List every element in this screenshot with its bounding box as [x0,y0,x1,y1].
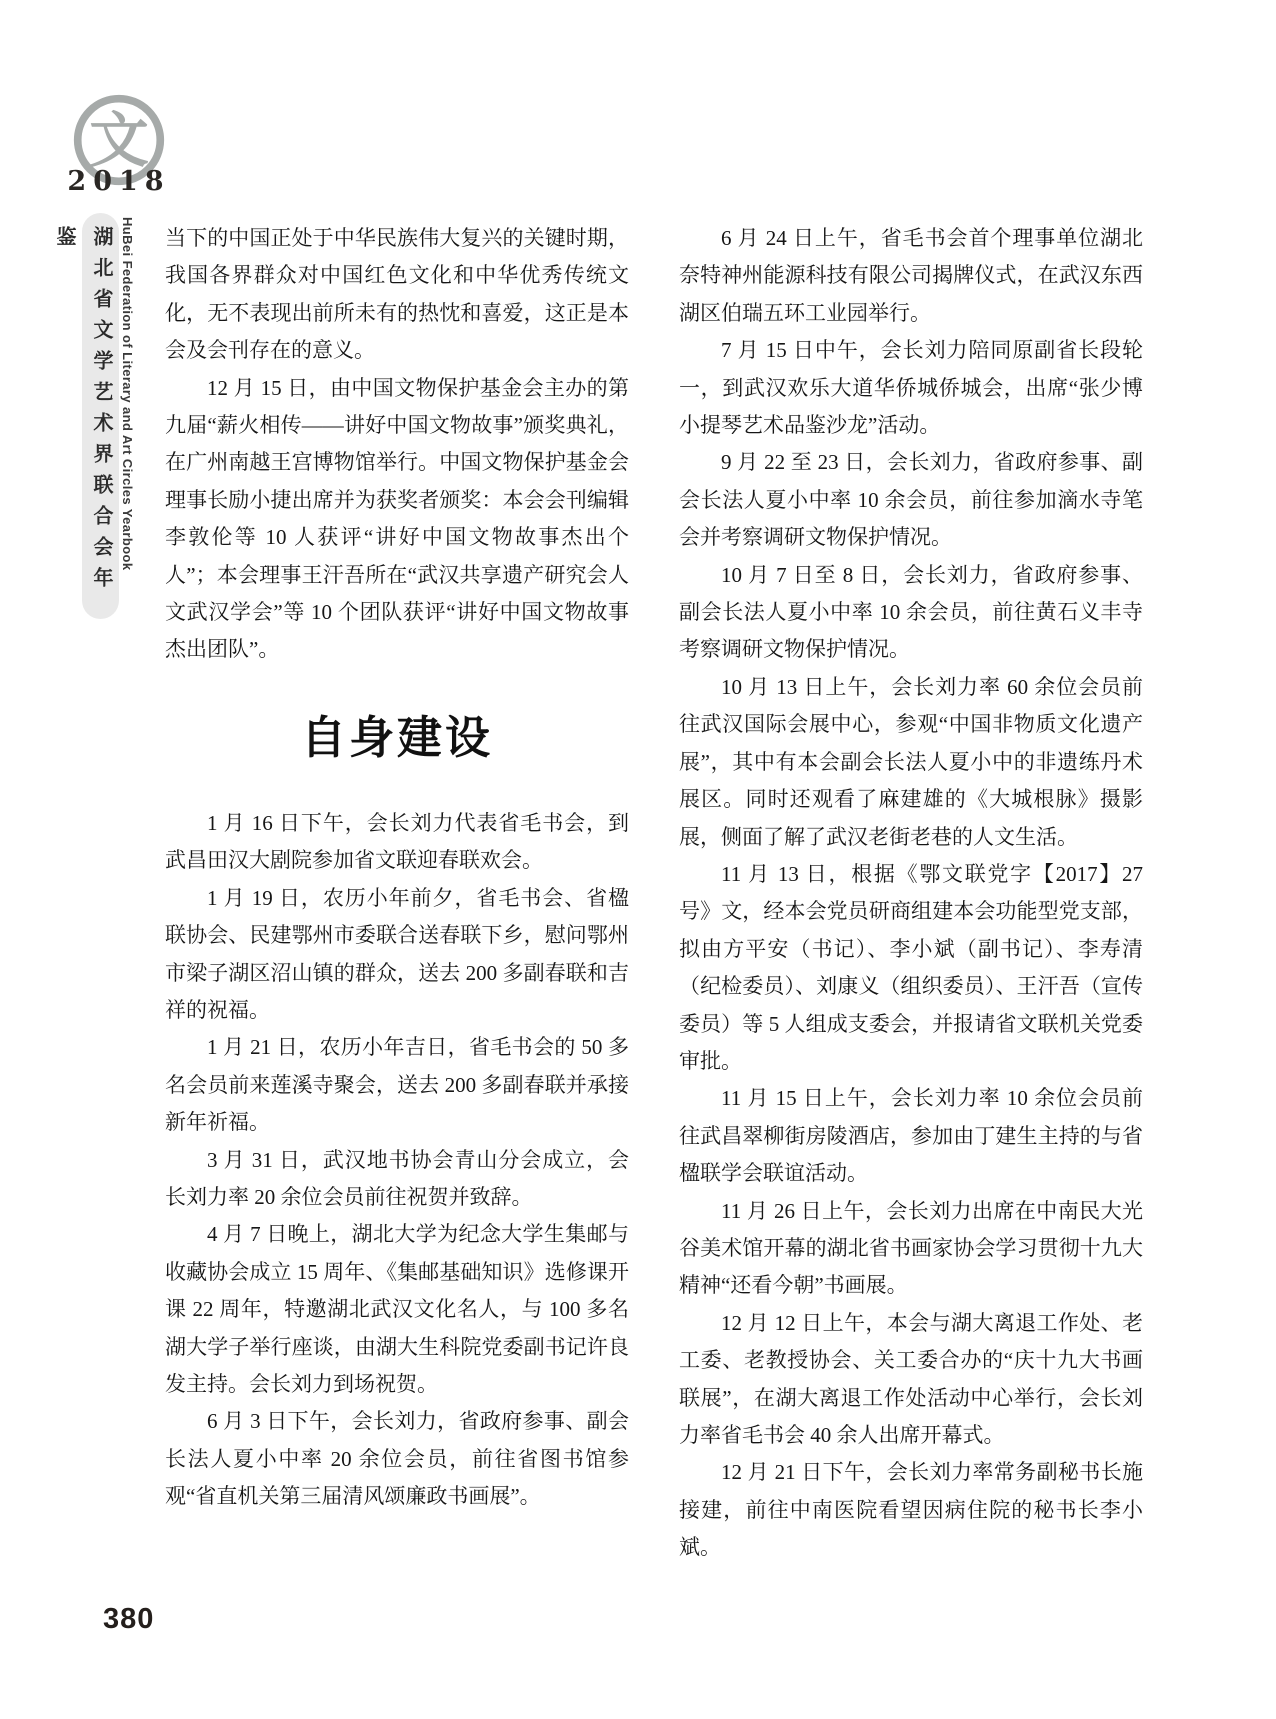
paragraph: 10 月 7 日至 8 日，会长刘力，省政府参事、副会长法人夏小中率 10 余会员，前往黄石义丰寺考察调研文物保护情况。 [679,562,1143,662]
paragraph: 10 月 13 日上午，会长刘力率 60 余位会员前往武汉国际会展中心，参观“中国非物质文化遗产展”，其中有本会副会长法人夏小中的非遗练丹术展区。同时还观看了麻建雄的《大城根脉》摄影展，侧面了解了武汉老街老巷的人文生活。 [679,674,1143,849]
section-header: 自身建设 [300,711,493,763]
paragraph: 11 月 26 日上午，会长刘力出席在中南民大光谷美术馆开幕的湖北省书画家协会学习贯彻十九大精神“还看今朝”书画展。 [679,1198,1143,1298]
paragraph: 1 月 16 日下午，会长刘力代表省毛书会，到武昌田汉大剧院参加省文联迎春联欢会。 [165,810,629,873]
paragraph: 3 月 31 日，武汉地书协会青山分会成立，会长刘力率 20 余位会员前往祝贺并致辞。 [165,1147,629,1209]
edition-year: 2018 [67,166,171,197]
paragraph: 12 月 12 日上午，本会与湖大离退工作处、老工委、老教授协会、关工委合办的“庆十九大书画联展”，在湖大离退工作处活动中心举行，会长刘力率省毛书会 40 余人出席开幕式。 [679,1310,1143,1447]
paragraph: 1 月 21 日，农历小年吉日，省毛书会的 50 多名会员前来莲溪寺聚会，送去 200 多副春联并承接新年祈福。 [165,1035,629,1135]
paragraph: 当下的中国正处于中华民族伟大复兴的关键时期，我国各界群众对中国红色文化和中华优秀传统文化，无不表现出前所未有的热忱和喜爱，这正是本会及会刊存在的意义。 [165,226,629,363]
paragraph: 1 月 19 日，农历小年前夕，省毛书会、省楹联协会、民建鄂州市委联合送春联下乡，慰问鄂州市梁子湖区沼山镇的群众，送去 200 多副春联和吉祥的祝福。 [165,885,629,1022]
page-number: 380 [103,1603,155,1635]
page-content [165,220,1143,1567]
sidebar-title-cn: 湖北省文学艺术界联合会年鉴 [82,213,119,619]
logo-glyph: 文 [89,108,149,175]
paragraph: 12 月 15 日，由中国文物保护基金会主办的第九届“薪火相传——讲好中国文物故事”颁奖典礼，在广州南越王宫博物馆举行。中国文物保护基金会理事长励小捷出席并为获奖者颁奖：本会会刊编辑李敦伦等 10 人获评“讲好中国文物故事杰出个人”；本会理事王汗吾所在“武汉共享遗产研究会人文武汉学会”等 10 个团队获评“讲好中国文物故事杰出团队”。 [165,375,629,662]
right-column [679,220,1143,1567]
paragraph: 9 月 22 至 23 日，会长刘力，省政府参事、副会长法人夏小中率 10 余会员，前往参加滴水寺笔会并考察调研文物保护情况。 [679,450,1143,550]
paragraph: 11 月 13 日，根据《鄂文联党字【2017】27 号》文，经本会党员研商组建本会功能型党支部，拟由方平安（书记）、李小斌（副书记）、李寿清（纪检委员）、刘康义（组织委员）、王汗吾（宣传委员）等 5 人组成支委会，并报请省文联机关党委审批。 [679,861,1143,1073]
paragraph: 7 月 15 日中午，会长刘力陪同原副省长段轮一，到武汉欢乐大道华侨城侨城会，出席“张少博小提琴艺术品鉴沙龙”活动。 [679,338,1143,438]
paragraph: 12 月 21 日下午，会长刘力率常务副秘书长施接建，前往中南医院看望因病住院的秘书长李小斌。 [679,1460,1143,1560]
paragraph: 11 月 15 日上午，会长刘力率 10 余位会员前往武昌翠柳街房陵酒店，参加由丁建生主持的与省楹联学会联谊活动。 [679,1086,1143,1186]
left-column [165,220,629,1567]
paragraph: 6 月 3 日下午，会长刘力，省政府参事、副会长法人夏小中率 20 余位会员，前往省图书馆参观“省直机关第三届清风颂廉政书画展”。 [165,1409,629,1509]
paragraph: 6 月 24 日上午，省毛书会首个理事单位湖北奈特神州能源科技有限公司揭牌仪式，在武汉东西湖区伯瑞五环工业园举行。 [679,226,1143,325]
sidebar-title-en: HuBei Federation of Literary and Art Circles Yearbook [120,217,135,571]
paragraph: 4 月 7 日晚上，湖北大学为纪念大学生集邮与收藏协会成立 15 周年、《集邮基础知识》选修课开课 22 周年，特邀湖北武汉文化名人，与 100 多名湖大学子举行座谈，由湖大生科院党委副书记许良发主持。会长刘力到场祝贺。 [165,1222,629,1396]
